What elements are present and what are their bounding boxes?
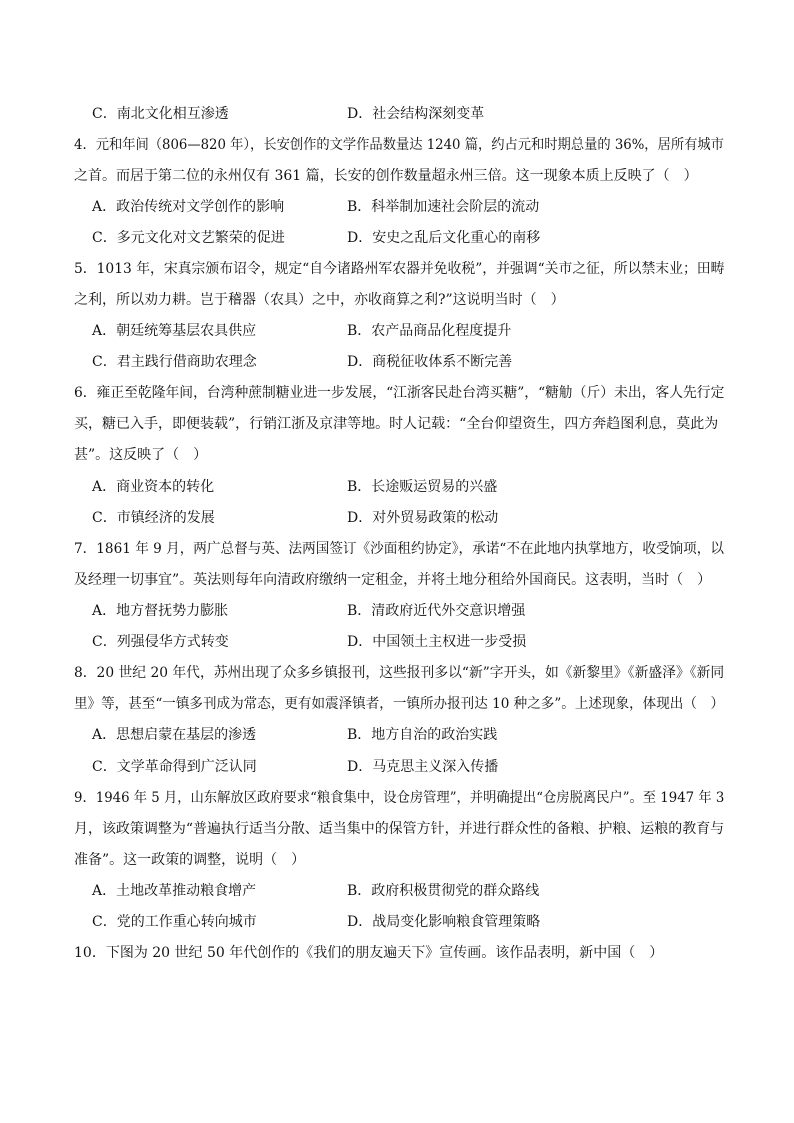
q9-option-d: D．战局变化影响粮食管理策略 bbox=[347, 914, 541, 930]
q9-stem-line-3: 准备”。这一政策的调整，说明（ ） bbox=[74, 852, 306, 868]
q5-option-b: B．农产品商品化程度提升 bbox=[347, 323, 512, 339]
q8-option-b: B．地方自治的政治实践 bbox=[347, 727, 498, 743]
q6-option-b: B．长途贩运贸易的兴盛 bbox=[347, 479, 498, 495]
q5-option-d: D．商税征收体系不断完善 bbox=[347, 354, 513, 370]
q8-option-a: A．思想启蒙在基层的渗透 bbox=[92, 727, 257, 743]
q9-option-b: B．政府积极贯彻党的群众路线 bbox=[347, 883, 540, 899]
q7-option-a: A．地方督抚势力膨胀 bbox=[92, 603, 229, 619]
q4-stem-line-2: 之首。而居于第二位的永州仅有 361 篇，长安的创作数量超永州三倍。这一现象本质上反映了（ ） bbox=[74, 168, 698, 184]
q10-stem-line-1: 10．下图为 20 世纪 50 年代创作的《我们的朋友遍天下》宣传画。该作品表明，新中国（ ） bbox=[74, 945, 664, 961]
q8-option-c: C．文学革命得到广泛认同 bbox=[92, 759, 257, 775]
q6-option-d: D．对外贸易政策的松动 bbox=[347, 510, 499, 526]
q4-option-d: D．安史之乱后文化重心的南移 bbox=[347, 230, 541, 246]
q8-option-d: D．马克思主义深入传播 bbox=[347, 759, 499, 775]
q6-stem-line-2: 买，糖已入手，即便装载”，行销江浙及京津等地。时人记载：“全台仰望资生，四方奔趋图利息，莫此为 bbox=[74, 416, 719, 432]
q4-stem-line-1: 4．元和年间（806—820 年），长安创作的文学作品数量达 1240 篇，约占元和时期总量的 36%，居所有城市 bbox=[74, 137, 724, 153]
q6-stem-line-3: 甚”。这反映了（ ） bbox=[74, 447, 208, 463]
q7-stem-line-2: 及经理一切事宜”。英法则每年向清政府缴纳一定租金，并将土地分租给外国商民。这表明，当时（ ） bbox=[74, 572, 712, 588]
q3-option-d: D．社会结构深刻变革 bbox=[347, 106, 485, 122]
q7-option-b: B．清政府近代外交意识增强 bbox=[347, 603, 526, 619]
q5-stem-line-1: 5．1013 年，宋真宗颁布诏令，规定“自今诸路州军农器并免收税”，并强调“关市之征，所以禁末业；田畴 bbox=[74, 261, 725, 277]
q5-option-c: C．君主践行借商助农理念 bbox=[92, 354, 257, 370]
q7-stem-line-1: 7．1861 年 9 月，两广总督与英、法两国签订《沙面租约协定》，承诺“不在此地内执掌地方，收受饷项，以 bbox=[74, 541, 724, 557]
q9-option-c: C．党的工作重心转向城市 bbox=[92, 914, 257, 930]
q3-option-c: C．南北文化相互渗透 bbox=[92, 106, 229, 122]
q9-stem-line-1: 9．1946 年 5 月，山东解放区政府要求“粮食集中，设仓房管理”，并明确提出“仓房脱离民户”。至 1947 年 3 bbox=[74, 790, 725, 806]
q4-option-a: A．政治传统对文学创作的影响 bbox=[92, 199, 285, 215]
q6-stem-line-1: 6．雍正至乾隆年间，台湾种蔗制糖业进一步发展，“江浙客民赴台湾买糖”，“糖觔（斤）未出，客人先行定 bbox=[74, 385, 725, 401]
q7-option-d: D．中国领土主权进一步受损 bbox=[347, 634, 527, 650]
q4-option-c: C．多元文化对文艺繁荣的促进 bbox=[92, 230, 285, 246]
q9-stem-line-2: 月，该政策调整为“普遍执行适当分散、适当集中的保管方针，并进行群众性的备粮、护粮、运粮的教育与 bbox=[74, 821, 725, 837]
q6-option-a: A．商业资本的转化 bbox=[92, 479, 215, 495]
q9-option-a: A．土地改革推动粮食增产 bbox=[92, 883, 257, 899]
q7-option-c: C．列强侵华方式转变 bbox=[92, 634, 229, 650]
q6-option-c: C．市镇经济的发展 bbox=[92, 510, 215, 526]
q8-stem-line-1: 8．20 世纪 20 年代，苏州出现了众多乡镇报刊，这些报刊多以“新”字开头，如《新黎里》《新盛泽》《新同 bbox=[74, 665, 725, 681]
q4-option-b: B．科举制加速社会阶层的流动 bbox=[347, 199, 540, 215]
q5-option-a: A．朝廷统筹基层农具供应 bbox=[92, 323, 257, 339]
q8-stem-line-2: 里》等，甚至“一镇多刊成为常态，更有如震泽镇者，一镇所办报刊达 10 种之多”。上述现象，体现出（ ） bbox=[74, 696, 725, 712]
q5-stem-line-2: 之利，所以劝力耕。岂于稽器（农具）之中，亦收商算之利?”这说明当时（ ） bbox=[74, 292, 565, 308]
